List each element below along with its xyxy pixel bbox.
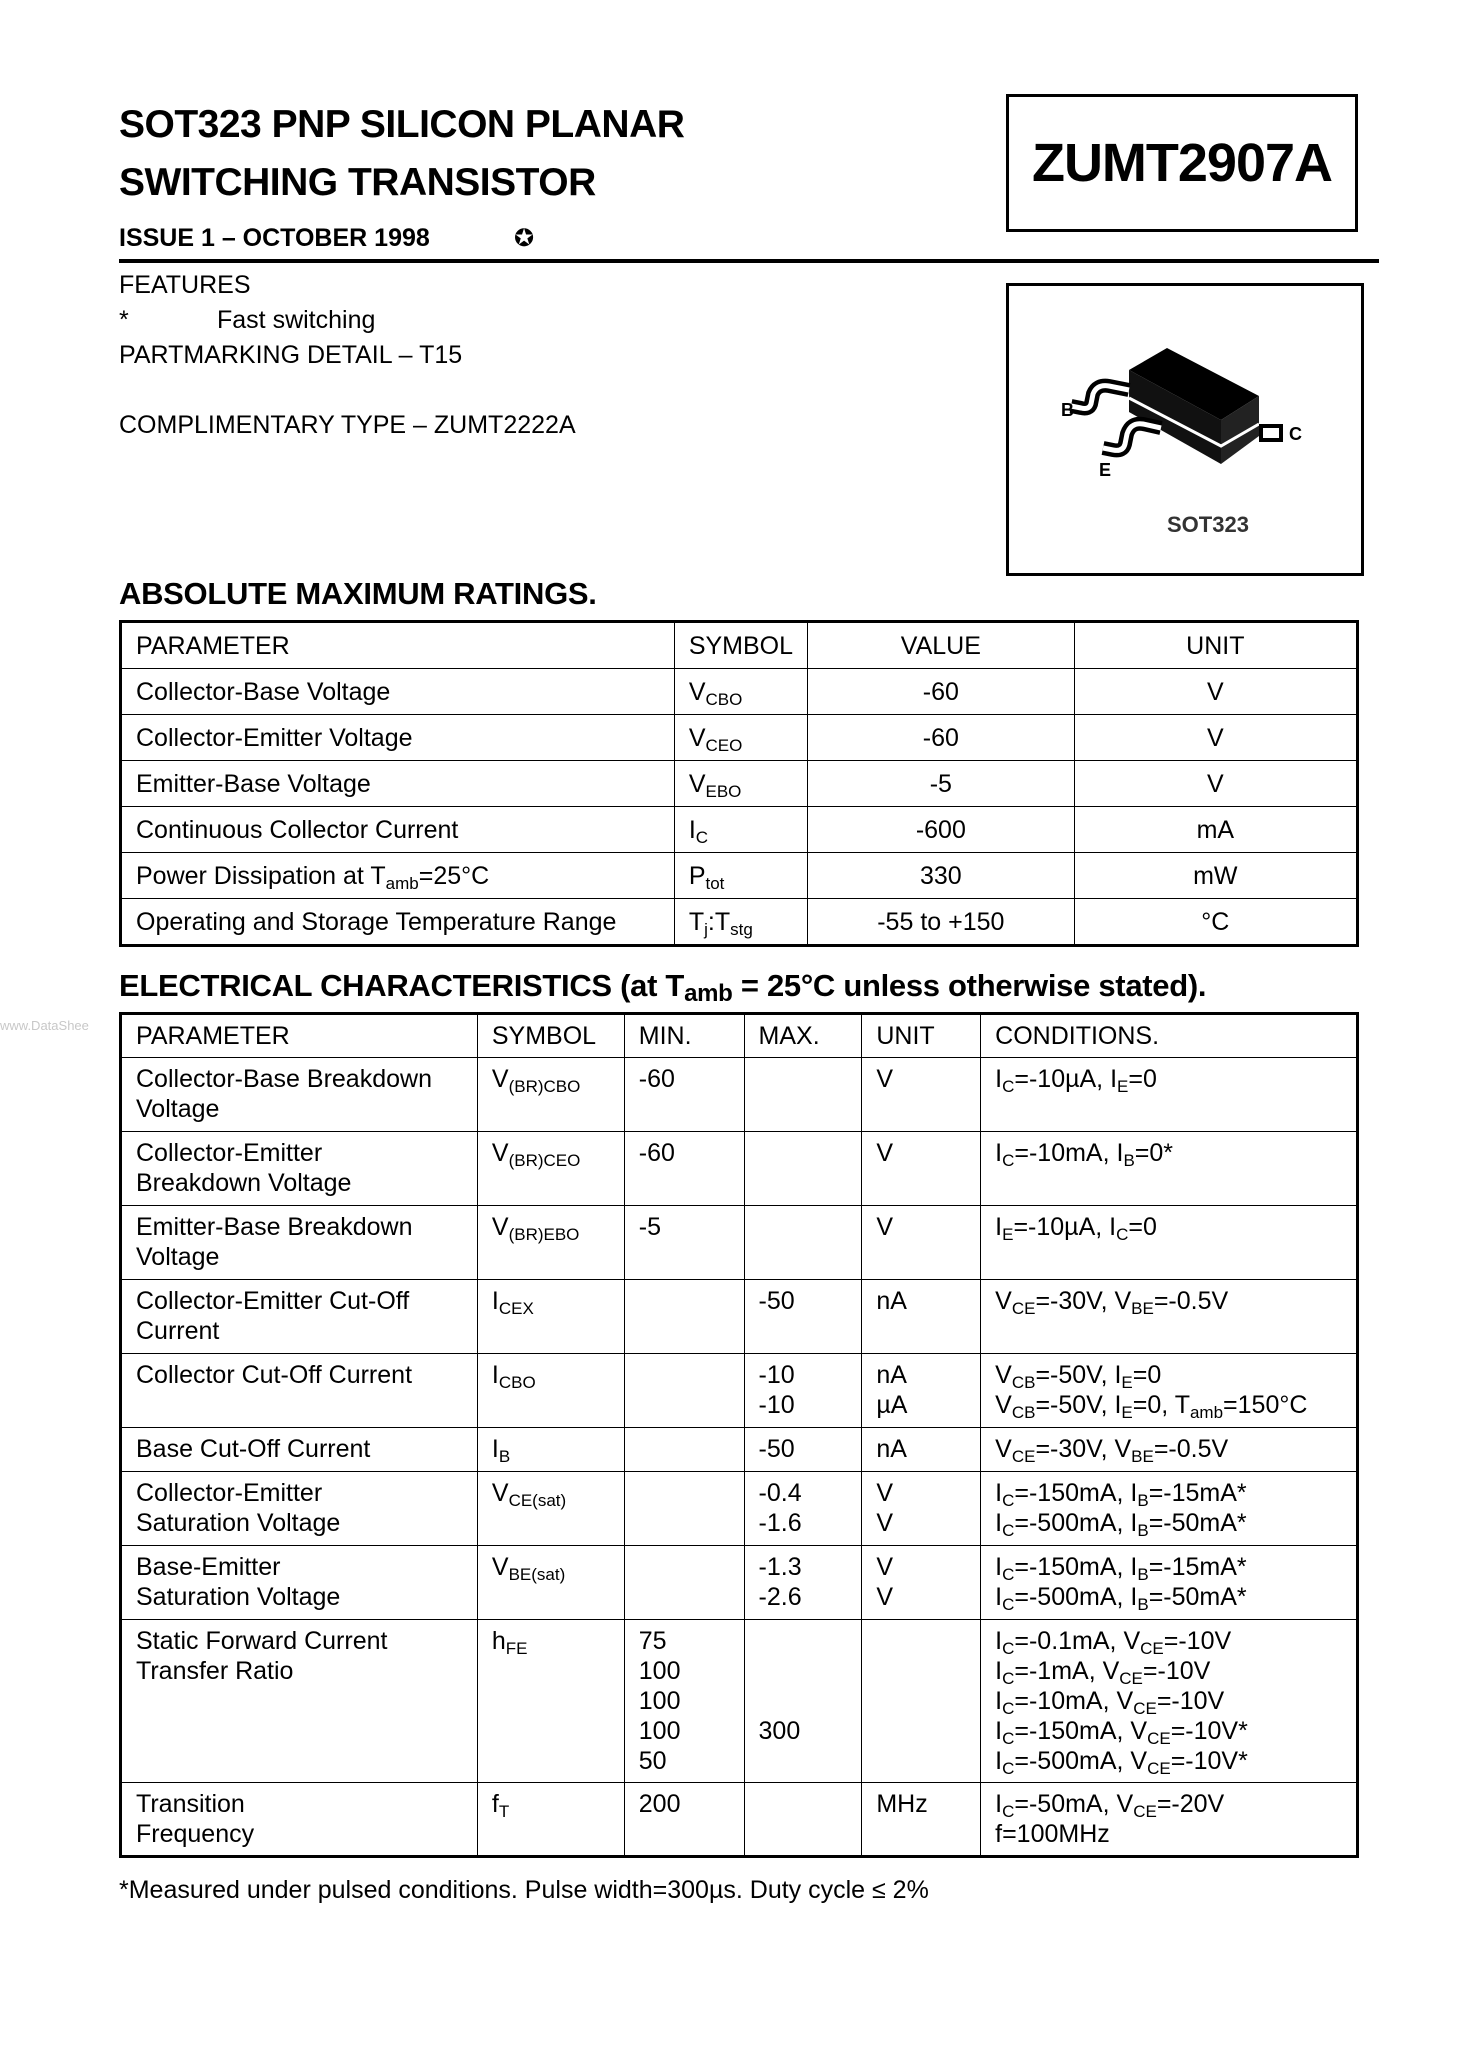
symbol-cell: $V_{BE(sat)}$ — [477, 1546, 624, 1620]
unit-cell: V — [862, 1058, 981, 1132]
param-cell: Continuous Collector Current — [121, 807, 675, 853]
unit-cell: V — [862, 1132, 981, 1206]
min-cell: -5 — [624, 1206, 744, 1280]
min-cell: 75 100 100 100 50 — [624, 1620, 744, 1783]
param-cell: Collector-Emitter Breakdown Voltage — [121, 1132, 478, 1206]
unit-cell: MHz — [862, 1783, 981, 1857]
value-cell: -55 to +150 — [808, 899, 1075, 946]
conditions-cell: $I_C=-10\mu A$, $I_E=0$ — [981, 1058, 1358, 1132]
table-row — [121, 1132, 1358, 1206]
header-cell: CONDITIONS. — [981, 1014, 1358, 1058]
unit-cell — [862, 1620, 981, 1783]
value-cell: -60 — [808, 669, 1075, 715]
feature-bullet: * — [119, 306, 129, 334]
unit-cell: V — [1074, 761, 1357, 807]
conditions-cell: $I_C=-10mA$, $I_B=0*$ — [981, 1132, 1358, 1206]
part-number-box — [1006, 94, 1358, 232]
value-cell: 330 — [808, 853, 1075, 899]
min-cell — [624, 1354, 744, 1428]
max-cell: -50 — [744, 1280, 862, 1354]
max-cell — [744, 1206, 862, 1280]
header-cell: MIN. — [624, 1014, 744, 1058]
symbol-cell: $V_{EBO}$ — [674, 761, 807, 807]
header-cell: VALUE — [808, 622, 1075, 669]
conditions-cell: $I_C=-150mA$, $I_B=-15mA*$ $I_C=-500mA$, $I_B=-50mA*$ — [981, 1546, 1358, 1620]
min-cell: -60 — [624, 1132, 744, 1206]
absolute-max-ratings-table — [119, 620, 1359, 947]
value-cell: -600 — [808, 807, 1075, 853]
feature-item: Fast switching — [217, 306, 376, 334]
table-row — [121, 761, 1358, 807]
max-cell — [744, 1132, 862, 1206]
features-heading: FEATURES — [119, 271, 251, 299]
param-cell: Emitter-Base Voltage — [121, 761, 675, 807]
header-cell: PARAMETER — [121, 1014, 478, 1058]
unit-cell: nA — [862, 1428, 981, 1472]
symbol-cell: $P_{tot}$ — [674, 853, 807, 899]
unit-cell: V — [1074, 715, 1357, 761]
table-row — [121, 853, 1358, 899]
table-row — [121, 1783, 1358, 1857]
package-name: SOT323 — [1167, 512, 1249, 537]
param-cell: Collector-Emitter Cut-Off Current — [121, 1280, 478, 1354]
max-cell — [744, 1058, 862, 1132]
param-cell: Emitter-Base Breakdown Voltage — [121, 1206, 478, 1280]
table-row — [121, 1354, 1358, 1428]
watermark: www.DataShee — [0, 1018, 89, 1033]
footnote: *Measured under pulsed conditions. Pulse width=300µs. Duty cycle ≤ 2% — [119, 1876, 929, 1904]
page-title — [119, 96, 684, 212]
pin-e-label: E — [1099, 460, 1112, 480]
unit-cell: mW — [1074, 853, 1357, 899]
param-cell: Transition Frequency — [121, 1783, 478, 1857]
max-cell: -50 — [744, 1428, 862, 1472]
header-cell: UNIT — [862, 1014, 981, 1058]
header-cell: UNIT — [1074, 622, 1357, 669]
param-cell: Collector-Base Breakdown Voltage — [121, 1058, 478, 1132]
unit-cell: nA µA — [862, 1354, 981, 1428]
part-number: ZUMT2907A — [1031, 133, 1333, 193]
sot323-package-icon — [1009, 286, 1361, 573]
unit-cell: mA — [1074, 807, 1357, 853]
header-divider — [119, 259, 1379, 263]
unit-cell: V — [1074, 669, 1357, 715]
symbol-cell: $T_j:T_{stg}$ — [674, 899, 807, 946]
param-cell: Base-Emitter Saturation Voltage — [121, 1546, 478, 1620]
table-row — [121, 1472, 1358, 1546]
symbol-cell: $V_{(BR)EBO}$ — [477, 1206, 624, 1280]
conditions-cell: $I_E=-10\mu A$, $I_C=0$ — [981, 1206, 1358, 1280]
max-cell — [744, 1783, 862, 1857]
table-row — [121, 1280, 1358, 1354]
min-cell — [624, 1428, 744, 1472]
unit-cell: nA — [862, 1280, 981, 1354]
header-cell: SYMBOL — [477, 1014, 624, 1058]
min-cell — [624, 1472, 744, 1546]
table-row — [121, 1206, 1358, 1280]
min-cell: -60 — [624, 1058, 744, 1132]
max-cell: 300 — [744, 1620, 862, 1783]
pin-c-label: C — [1289, 424, 1302, 444]
conditions-cell: $V_{CB}=-50V$, $I_E=0$ $V_{CB}=-50V$, $I_E=0$, $T_{amb}=150^\circ C$ — [981, 1354, 1358, 1428]
conditions-cell: $I_C=-0.1mA$, $V_{CE}=-10V$ $I_C=-1mA$, $V_{CE}=-10V$ $I_C=-10mA$, $V_{CE}=-10V$ $I_C=-150mA$, $V_{CE}=-10V*$ $I_C=-500mA$, $V_{CE}=-10V*$ — [981, 1620, 1358, 1783]
table-row — [121, 1428, 1358, 1472]
symbol-cell: $I_C$ — [674, 807, 807, 853]
partmarking-detail: PARTMARKING DETAIL – T15 — [119, 341, 463, 369]
complimentary-type: COMPLIMENTARY TYPE – ZUMT2222A — [119, 411, 576, 439]
value-cell: -5 — [808, 761, 1075, 807]
pin-b-label: B — [1061, 400, 1074, 420]
unit-cell: °C — [1074, 899, 1357, 946]
conditions-cell: $V_{CE}=-30V$, $V_{BE}=-0.5V$ — [981, 1428, 1358, 1472]
table-row — [121, 899, 1358, 946]
symbol-cell: $I_B$ — [477, 1428, 624, 1472]
header-cell: PARAMETER — [121, 622, 675, 669]
symbol-cell: $V_{(BR)CBO}$ — [477, 1058, 624, 1132]
param-cell: Base Cut-Off Current — [121, 1428, 478, 1472]
symbol-cell: $I_{CBO}$ — [477, 1354, 624, 1428]
value-cell: -60 — [808, 715, 1075, 761]
param-cell: Operating and Storage Temperature Range — [121, 899, 675, 946]
electrical-characteristics-table — [119, 1012, 1359, 1858]
table-row — [121, 669, 1358, 715]
issue-date: ISSUE 1 – OCTOBER 1998 — [119, 224, 430, 252]
min-cell: 200 — [624, 1783, 744, 1857]
table-row — [121, 715, 1358, 761]
table-header-row — [121, 1014, 1358, 1058]
title-line-1: SOT323 PNP SILICON PLANAR — [119, 103, 685, 146]
param-cell: Collector-Emitter Saturation Voltage — [121, 1472, 478, 1546]
header-cell: MAX. — [744, 1014, 862, 1058]
issue-symbol-icon: ✪ — [514, 225, 535, 252]
ec-heading: ELECTRICAL CHARACTERISTICS (at $T_{amb} = 25^\circ C$ unless otherwise stated). — [119, 968, 1207, 1007]
table-row — [121, 1546, 1358, 1620]
symbol-cell: $V_{CE(sat)}$ — [477, 1472, 624, 1546]
symbol-cell: $V_{CEO}$ — [674, 715, 807, 761]
symbol-cell: $h_{FE}$ — [477, 1620, 624, 1783]
symbol-cell: $f_T$ — [477, 1783, 624, 1857]
header-cell: SYMBOL — [674, 622, 807, 669]
conditions-cell: $I_C=-50mA$, $V_{CE}=-20V$ f=100MHz — [981, 1783, 1358, 1857]
max-cell: -0.4 -1.6 — [744, 1472, 862, 1546]
max-cell: -1.3 -2.6 — [744, 1546, 862, 1620]
unit-cell: V — [862, 1206, 981, 1280]
table-header-row — [121, 622, 1358, 669]
conditions-cell: $V_{CE}=-30V$, $V_{BE}=-0.5V$ — [981, 1280, 1358, 1354]
param-cell: Power Dissipation at $T_{amb}=25^\circ C$ — [121, 853, 675, 899]
title-line-2: SWITCHING TRANSISTOR — [119, 161, 596, 204]
param-cell: Collector-Base Voltage — [121, 669, 675, 715]
symbol-cell: $V_{CBO}$ — [674, 669, 807, 715]
amr-heading: ABSOLUTE MAXIMUM RATINGS. — [119, 576, 597, 611]
unit-cell: V V — [862, 1472, 981, 1546]
symbol-cell: $I_{CEX}$ — [477, 1280, 624, 1354]
table-row — [121, 1620, 1358, 1783]
min-cell — [624, 1546, 744, 1620]
package-drawing-frame — [1006, 283, 1364, 576]
symbol-cell: $V_{(BR)CEO}$ — [477, 1132, 624, 1206]
param-cell: Collector Cut-Off Current — [121, 1354, 478, 1428]
param-cell: Collector-Emitter Voltage — [121, 715, 675, 761]
max-cell: -10 -10 — [744, 1354, 862, 1428]
table-row — [121, 807, 1358, 853]
conditions-cell: $I_C=-150mA$, $I_B=-15mA*$ $I_C=-500mA$, $I_B=-50mA*$ — [981, 1472, 1358, 1546]
table-row — [121, 1058, 1358, 1132]
unit-cell: V V — [862, 1546, 981, 1620]
param-cell: Static Forward Current Transfer Ratio — [121, 1620, 478, 1783]
min-cell — [624, 1280, 744, 1354]
